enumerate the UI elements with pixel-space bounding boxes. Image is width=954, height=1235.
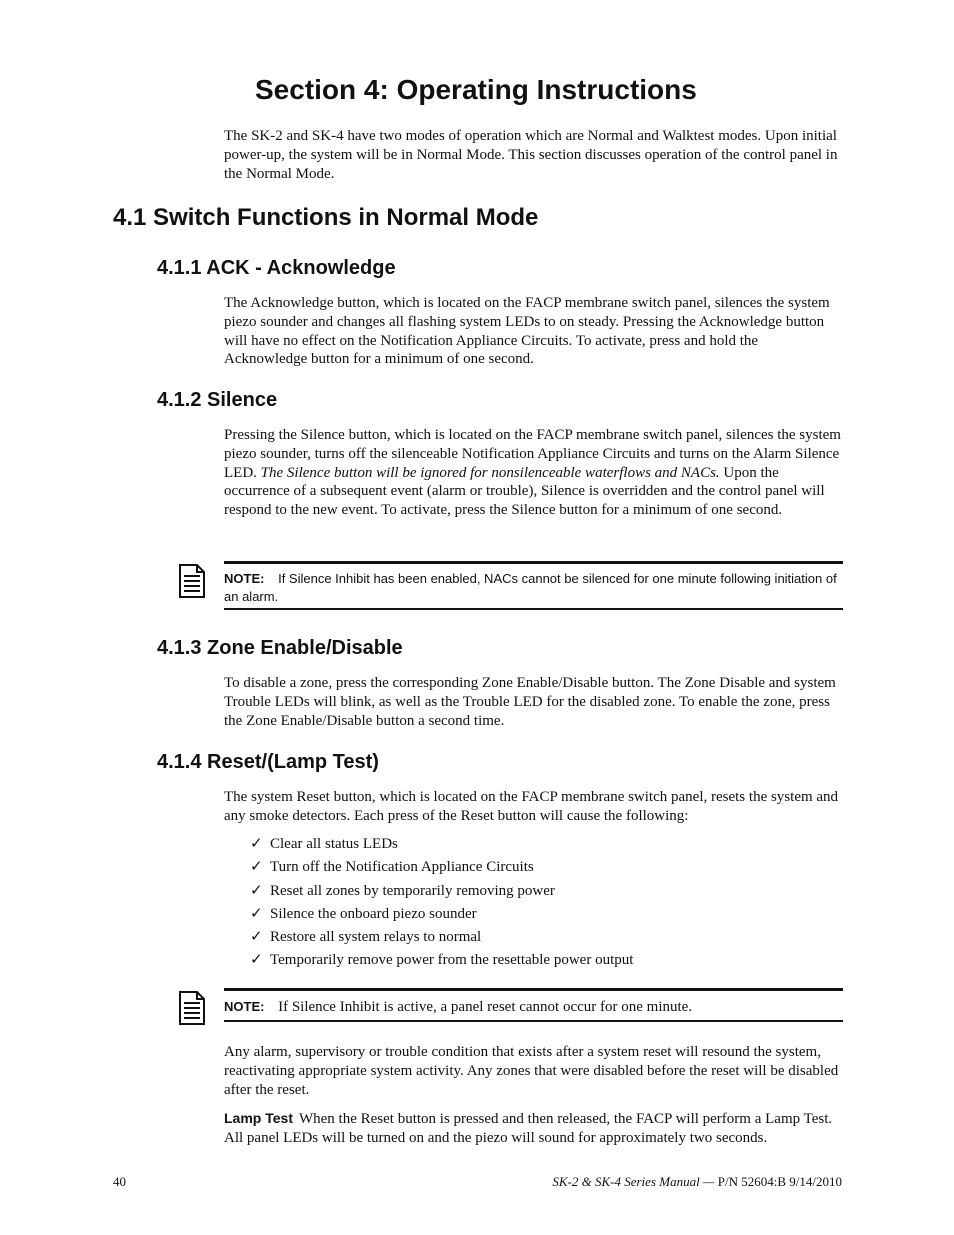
- list-item: ✓ Restore all system relays to normal: [250, 925, 633, 948]
- heading-zone-enable-disable: 4.1.3 Zone Enable/Disable: [157, 637, 403, 659]
- check-icon: ✓: [250, 880, 263, 899]
- list-item: ✓ Turn off the Notification Appliance Circuits: [250, 855, 633, 878]
- silence-text-part1: Pressing the Silence button, which is located on the FACP membrane switch panel, silences the system piezo sounder, turns off the silenceable Notification Appliance Circuits and turns on the Alarm Silence LED.: [224, 427, 841, 481]
- note-text: If Silence Inhibit has been enabled, NACs cannot be silenced for one minute following initiation of an alarm.: [224, 571, 837, 604]
- heading-reset-lamp-test: 4.1.4 Reset/(Lamp Test): [157, 751, 379, 773]
- check-icon: ✓: [250, 927, 263, 946]
- intro-paragraph: The SK-2 and SK-4 have two modes of operation which are Normal and Walktest modes. Upon initial power-up, the system will be in Normal Mode. This section discusses operation of the control panel in the Normal Mode.: [224, 128, 838, 182]
- note-label: NOTE:: [224, 999, 265, 1014]
- note-text: If Silence Inhibit is active, a panel reset cannot occur for one minute.: [278, 999, 693, 1015]
- list-item: ✓ Silence the onboard piezo sounder: [250, 902, 633, 925]
- section-title: Section 4: Operating Instructions: [255, 74, 697, 105]
- footer-part-number: P/N 52604:B 9/14/2010: [717, 1174, 842, 1189]
- check-icon: ✓: [250, 903, 263, 922]
- heading-switch-functions: 4.1 Switch Functions in Normal Mode: [113, 204, 539, 231]
- silence-paragraph: [224, 426, 842, 520]
- ack-paragraph: The Acknowledge button, which is located on the FACP membrane switch panel, silences the system piezo sounder and changes all flashing system LEDs to on steady. Pressing the Acknowledge button will have no effect on the Notification Appliance Circuits. To activate, press and hold the Acknowledge button for a minimum of one second.: [224, 295, 830, 368]
- footer-manual-title: SK-2 & SK-4 Series Manual —: [552, 1174, 718, 1189]
- note-icon: [178, 563, 206, 599]
- lamp-test-text: When the Reset button is pressed and then released, the FACP will perform a Lamp Test. All panel LEDs will be turned on and the piezo will sound for approximately two seconds.: [224, 1111, 833, 1146]
- zone-paragraph: To disable a zone, press the corresponding Zone Enable/Disable button. The Zone Disable and system Trouble LEDs will blink, as well as the Trouble LED for the disabled zone. To enable the zone, press the Zone Enable/Disable button a second time.: [224, 675, 836, 729]
- lamp-test-paragraph: [224, 1109, 842, 1148]
- page-number: 40: [113, 1174, 126, 1189]
- after-reset-paragraph: Any alarm, supervisory or trouble condition that exists after a system reset will resound the system, reactivating appropriate system activity. Any zones that were disabled before the reset will be disabled after the reset.: [224, 1044, 839, 1098]
- note-label: NOTE:: [224, 571, 265, 586]
- heading-silence: 4.1.2 Silence: [157, 389, 278, 411]
- check-icon: ✓: [250, 857, 263, 876]
- reset-checklist: [250, 832, 633, 972]
- silence-italic-text: The Silence button will be ignored for nonsilenceable waterflows and NACs.: [260, 464, 720, 481]
- footer-manual-info: [552, 1174, 842, 1190]
- note-silence-inhibit: [224, 561, 843, 610]
- silence-text-part2: Upon the occurrence of a subsequent event (alarm or trouble), Silence is overridden and the control panel will respond to the new event. To activate, press the Silence button for a minimum of one second.: [224, 464, 825, 519]
- check-icon: ✓: [250, 834, 263, 852]
- list-item: ✓ Temporarily remove power from the resettable power output: [250, 948, 633, 971]
- heading-ack: 4.1.1 ACK - Acknowledge: [157, 257, 396, 279]
- note-panel-reset: [224, 988, 843, 1022]
- check-icon: ✓: [250, 950, 263, 969]
- list-item: ✓ Clear all status LEDs: [250, 832, 633, 855]
- lamp-test-label: Lamp Test: [224, 1110, 293, 1126]
- reset-paragraph: The system Reset button, which is located on the FACP membrane switch panel, resets the system and any smoke detectors. Each press of the Reset button will cause the following:: [224, 789, 839, 824]
- list-item: ✓ Reset all zones by temporarily removing power: [250, 879, 633, 902]
- note-icon: [178, 990, 206, 1026]
